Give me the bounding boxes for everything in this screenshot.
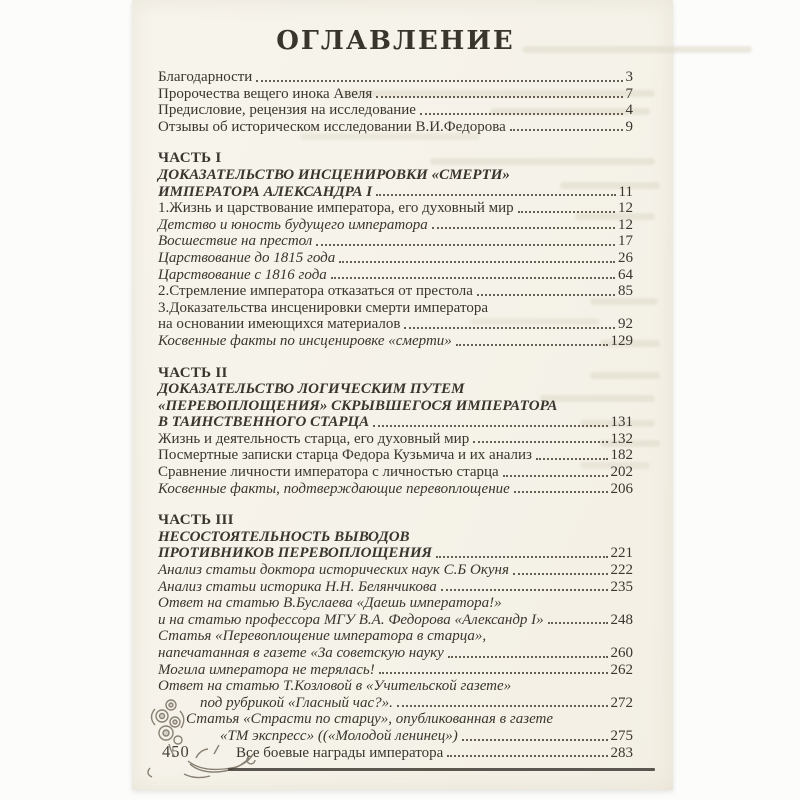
dot-leader: [514, 491, 608, 493]
dot-leader: [376, 96, 622, 98]
toc-entry: [158, 628, 633, 645]
toc-entry-page-number: 12: [618, 200, 633, 217]
toc-entry-text: ДОКАЗАТЕЛЬСТВО ЛОГИЧЕСКИМ ПУТЕМ: [158, 381, 465, 398]
toc-entry-page-number: 12: [618, 216, 633, 233]
toc-entry: [158, 645, 633, 662]
toc-entry-page-number: 11: [618, 183, 633, 200]
toc-entry-page-number: 248: [610, 611, 633, 628]
toc-entry-text: Косвенные факты по инсценировке «смерти»: [158, 332, 452, 349]
dot-leader: [373, 425, 607, 427]
toc-entry: [158, 464, 633, 481]
toc-entry-page-number: 92: [618, 316, 633, 333]
toc-entry: [158, 233, 633, 250]
toc-entry-text: и на статью профессора МГУ В.А. Федорова «Александр I»: [158, 611, 544, 628]
toc-entry-text: ЧАСТЬ II: [158, 364, 228, 381]
toc-entry-page-number: 221: [610, 545, 633, 562]
dot-leader: [331, 277, 615, 279]
toc-entry: [158, 333, 633, 350]
toc-entry-text: 2.Стремление императора отказаться от престола: [158, 283, 473, 300]
toc-entry-text: Анализ статьи доктора исторических наук С.Б Окуня: [158, 562, 509, 579]
dot-leader: [477, 294, 615, 296]
dot-leader: [447, 755, 607, 757]
toc-entry-text: на основании имеющихся материалов: [158, 316, 401, 333]
toc-entry: [158, 678, 633, 695]
toc-entry: [158, 579, 633, 596]
dot-leader: [436, 556, 607, 558]
dot-leader: [462, 739, 608, 741]
toc-entry-page-number: 129: [610, 332, 633, 349]
toc-entry: [158, 300, 633, 317]
dot-leader: [379, 672, 608, 674]
dot-leader: [376, 194, 615, 196]
dot-leader: [518, 211, 615, 213]
toc-entry: [158, 102, 633, 119]
toc-entry: [158, 431, 633, 448]
toc-entry: [158, 562, 633, 579]
toc-entry: [158, 662, 633, 679]
toc-entry-page-number: 272: [610, 694, 633, 711]
toc-entry: [158, 167, 633, 184]
toc-entry-text: Предисловие, рецензия на исследование: [158, 102, 416, 119]
toc-entry-text: 3.Доказательства инсценировки смерти императора: [158, 299, 488, 316]
toc-entry-text: Все боевые награды императора: [236, 744, 444, 761]
dot-leader: [456, 344, 608, 346]
toc-entry: [158, 365, 633, 382]
toc-entry-text: 1.Жизнь и царствование императора, его духовный мир: [158, 200, 514, 217]
dot-leader: [316, 244, 615, 246]
toc-entry: [158, 612, 633, 629]
toc-entry-text: Жизнь и деятельность старца, его духовный мир: [158, 430, 470, 447]
toc-entry-page-number: 202: [610, 464, 633, 481]
toc-entry-text: ДОКАЗАТЕЛЬСТВО ИНСЦЕНИРОВКИ «СМЕРТИ»: [158, 166, 510, 183]
dot-leader: [432, 227, 615, 229]
toc-entry-text: ЧАСТЬ III: [158, 512, 234, 529]
dot-leader: [397, 705, 608, 707]
toc-entry-text: В ТАИНСТВЕННОГО СТАРЦА: [158, 414, 370, 431]
dot-leader: [503, 475, 608, 477]
toc-entry: [158, 381, 633, 398]
toc-entry-page-number: 9: [625, 118, 633, 135]
toc-entry-text: напечатанная в газете «За советскую науку: [158, 645, 444, 661]
toc-entry-text: Царствование до 1815 года: [158, 249, 336, 266]
footer-rule: [228, 768, 655, 771]
toc-entry: [158, 150, 633, 167]
toc-entry-text: ИМПЕРАТОРА АЛЕКСАНДРА I: [158, 183, 373, 200]
toc-entry-page-number: 222: [610, 562, 633, 579]
toc-entry-page-number: 275: [610, 727, 633, 744]
dot-leader: [548, 622, 608, 624]
dot-leader: [420, 113, 623, 115]
dot-leader: [448, 656, 608, 658]
toc-entry: [158, 283, 633, 300]
toc-entry: [158, 595, 633, 612]
dot-leader: [513, 573, 608, 575]
toc-entry-text: Ответ на статью Т.Козловой в «Учительской газете»: [158, 678, 512, 695]
dot-leader: [441, 589, 608, 591]
toc-entry-page-number: 262: [610, 661, 633, 678]
toc-entry-page-number: 3: [625, 69, 633, 85]
toc-entry: [158, 267, 633, 284]
toc-entry-text: Благодарности: [158, 69, 253, 85]
toc-list: [132, 69, 673, 761]
toc-entry-text: Косвенные факты, подтверждающие перевоплощение: [158, 480, 510, 497]
toc-entry: [158, 119, 633, 136]
toc-entry-page-number: 4: [625, 102, 633, 119]
toc-entry-page-number: 260: [610, 645, 633, 661]
toc-entry-text: Восшествие на престол: [158, 233, 313, 250]
toc-entry: [158, 398, 633, 415]
dot-leader: [256, 80, 622, 82]
toc-entry-page-number: 132: [610, 430, 633, 447]
dot-leader: [510, 129, 623, 131]
toc-entry-page-number: 235: [610, 578, 633, 595]
toc-entry: [158, 447, 633, 464]
toc-entry-text: под рубрикой «Гласный час?».: [200, 694, 393, 711]
toc-entry: [158, 86, 633, 103]
toc-entry-text: Сравнение личности императора с личностью старца: [158, 464, 499, 481]
toc-entry-text: ЧАСТЬ I: [158, 150, 222, 167]
toc-entry-page-number: 206: [610, 480, 633, 497]
page-title: ОГЛАВЛЕНИЕ: [276, 26, 515, 56]
toc-entry: [158, 414, 633, 431]
toc-entry-page-number: 85: [618, 283, 633, 300]
toc-entry: [158, 217, 633, 234]
folio-number: 450: [162, 742, 190, 761]
toc-entry-text: Детство и юность будущего императора: [158, 216, 428, 233]
dot-leader: [339, 261, 615, 263]
toc-entry-page-number: 7: [625, 85, 633, 102]
toc-entry-page-number: 26: [618, 249, 633, 266]
toc-entry: [158, 545, 633, 562]
toc-entry-page-number: 131: [610, 414, 633, 431]
toc-entry: [158, 200, 633, 217]
dot-leader: [536, 458, 608, 460]
toc-entry-text: «ПЕРЕВОПЛОЩЕНИЯ» СКРЫВШЕГОСЯ ИМПЕРАТОРА: [158, 397, 558, 414]
dot-leader: [473, 441, 607, 443]
toc-entry-text: «ТМ экспресс» ((«Молодой ленинец»): [220, 727, 458, 744]
toc-entry: [158, 529, 633, 546]
toc-entry: [158, 69, 633, 86]
toc-entry-text: НЕСОСТОЯТЕЛЬНОСТЬ ВЫВОДОВ: [158, 528, 410, 545]
toc-entry-text: Царствование с 1816 года: [158, 266, 327, 283]
toc-entry-text: ПРОТИВНИКОВ ПЕРЕВОПЛОЩЕНИЯ: [158, 545, 433, 562]
toc-entry-text: Анализ статьи историка Н.Н. Белянчикова: [158, 578, 437, 595]
toc-entry-page-number: 283: [610, 744, 633, 761]
toc-entry: [158, 316, 633, 333]
toc-entry-page-number: 64: [618, 266, 633, 283]
toc-entry-text: Пророчества вещего инока Авеля: [158, 85, 373, 102]
toc-entry-text: Статья «Перевоплощение императора в старца»,: [158, 628, 487, 645]
dot-leader: [404, 327, 615, 329]
toc-entry-text: Отзывы об историческом исследовании В.И.Федорова: [158, 118, 506, 135]
toc-entry: [158, 184, 633, 201]
toc-entry-text: Ответ на статью В.Буслаева «Даешь императора!»: [158, 595, 502, 612]
toc-entry: [158, 250, 633, 267]
toc-entry-page-number: 182: [610, 447, 633, 464]
toc-entry-text: Посмертные записки старца Федора Кузьмича и их анализ: [158, 447, 532, 464]
toc-entry-text: Статья «Страсти по старцу», опубликованная в газете: [186, 711, 554, 728]
toc-entry-text: Могила императора не терялась!: [158, 661, 375, 678]
toc-entry-page-number: 17: [618, 233, 633, 250]
book-page: [132, 0, 673, 790]
toc-entry: [158, 481, 633, 498]
toc-entry: [158, 512, 633, 529]
